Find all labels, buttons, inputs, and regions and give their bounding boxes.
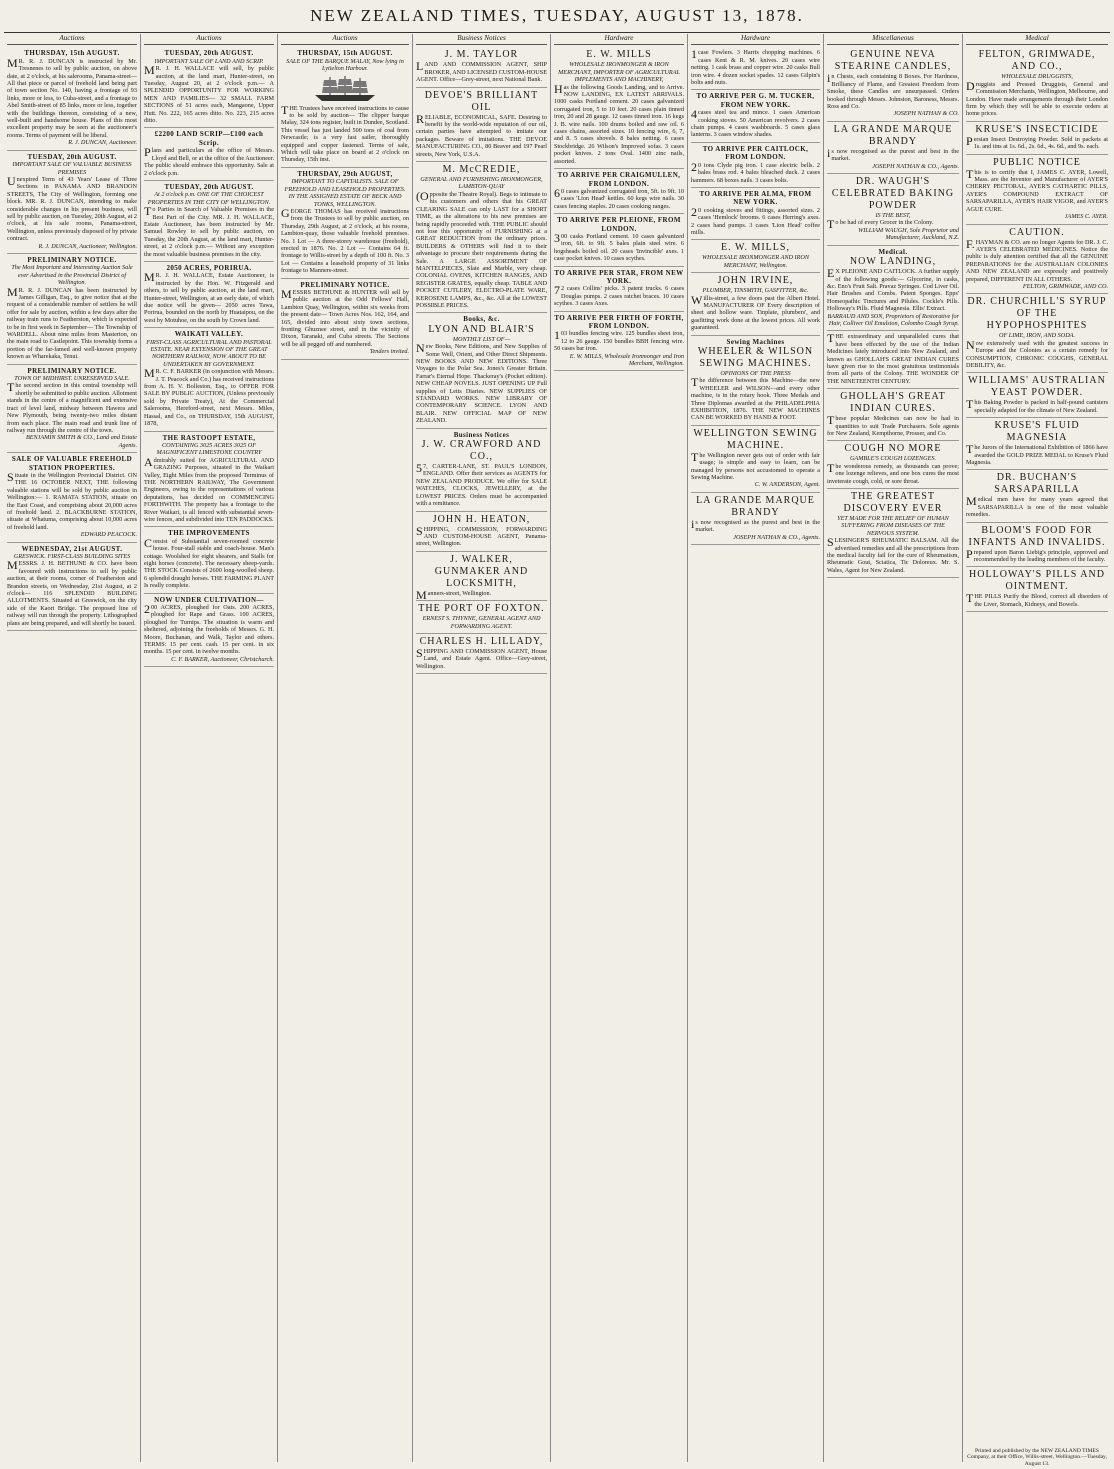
advertisement: [7, 254, 137, 365]
ad-body: The Jurors of the International Exhibition of 1866 have awarded the GOLD PRIZE MEDAL to Kruse's Fluid Magnesia.: [966, 442, 1108, 466]
ad-body: MR. J. H. WALLACE will sell, by public auction, at the land mart, Hunter-street, on Tuesday, August 20, at 2 o'clock p.m.— A SPLENDID OPPORTUNITY FOR WORKING MEN AND FAMILIES— 32 SMALL FARM SECTIONS of 51 acres each, Mangaone, Upper Hutt. No. 222, 165 acres ditto. No. 223, 215 acres ditto.: [144, 63, 274, 125]
ad-body: Admirably suited for AGRICULTURAL AND GRAZING Purposes, situated in the Waikari Valley, Eight Miles from the proposed Terminus of THE NORTHERN RAILWAY, The Government Engineers, owing to the representations of various deputations, has decided on COMMENCING FORTHWITH. The property has a frontage to the River Waikari, is all fenced with substantial seven-wire fences, and subdivided into TEN PADDOCKS.: [144, 454, 274, 523]
ad-body: 1case Fowlers. 3 Harris chopping machines. 6 cases Kent & R. M. knives. 20 cases wire netting. 1 cask brass and copper wire. 20 casks Bull iron wire. 4 dozen socket spades. 12 cases Gilpin's bolts and nuts.: [691, 47, 820, 87]
masthead-rule: [4, 32, 1110, 33]
ad-heading: TO ARRIVE PER PLEIONE, FROM LONDON.: [557, 216, 681, 233]
column-c1: [4, 34, 141, 1462]
ad-body: MR. J. H. WALLACE, Estate Auctioneer, is instructed by the Hon. W. Fitzgerald and others, to sell by public auction, at the land mart, Hunter-street, Wellington, at an early date, of which due notice will be given— 2050 acres Tawa, Porirua, bounded on the north by Huataipou, on the west by Motuhoe, on the south by Crown land.: [144, 270, 274, 324]
ad-body: Persian Insect Destroying Powder. Sold in packets at 1s. and tins at 1s. 6d., 2s. 6d., 4s. 6d., and 9s. each.: [966, 133, 1108, 151]
ad-display-title: JOHN H. HEATON,: [432, 513, 531, 525]
ad-body: 300 casks Portland cement. 10 cases galvanized iron, 6ft. to 9ft. 5 bales plain steel wire. 6 hogsheads boiled oil. 20 cases 'Invincible' axes. 1 case pocket knives. 10 cases scythes.: [554, 230, 684, 263]
ad-subheading: ERNEST S. THYNNE, GENERAL AGENT AND FORWARDING AGENT.: [422, 615, 541, 630]
advertisement: [691, 143, 820, 188]
column-header: Auctions: [144, 34, 274, 45]
ad-subheading: MONTHLY LIST OF—: [452, 335, 511, 343]
ad-body: THE Trustees have received instructions to cause to be sold by auction— The clipper barque Malay, 324 tons register, built in Dundee, Scotland. This vessel has just landed 500 tons of coal from Newcastle; is a very fast sailer, thoroughly equipped and copper fastened. Terms of sale, Which will take place on board at 2 o'clock on Thursday, 15th inst.: [281, 102, 409, 164]
ad-body: MESSRS BETHUNE & HUNTER will sell by public auction at the Odd Fellows' Hall, Lambton Quay, Wellington, within six weeks from the present date— Town Acres Nos. 162, 164, and 165, divided into about sixty town sections, fronting Ghuznee street, and in the vicinity of Dixon, Taranaki, and Cuba streets. The Sections will be all pegged off and numbered.: [281, 286, 409, 348]
ad-body: To be had of every Grocer in the Colony.: [827, 217, 934, 232]
advertisement: [966, 47, 1108, 121]
advertisement: [691, 493, 820, 545]
advertisement: [416, 552, 547, 601]
ad-subheading: OF LIME, IRON, AND SODA.: [998, 332, 1076, 340]
advertisement: [691, 47, 820, 90]
ad-subheading: FIRST-CLASS AGRICULTURAL AND PASTORAL ESTATE. NEAR EXTENSION OF THE GREAT NORTHERN RAILWAY, NOW ABOUT TO BE UNDERTAKEN BY GOVERNMENT.: [146, 338, 272, 368]
advertisement: [827, 174, 959, 246]
column-c2: [141, 34, 278, 1462]
ad-body: To Parties in Search of Valuable Premises in the Best Part of the City. MR. J. H. WALLACE, Estate Auctioneer, has been instructed by Mr. Samuel Rowley to sell by public auction, on Tuesday, the 20th August, at the land mart, Hunter-street, at 2 o'clock p.m.— Without any exception the most valuable business premises in the city.: [144, 204, 274, 258]
advertisement: [827, 122, 959, 174]
ad-display-title: LA GRANDE MARQUE BRANDY: [833, 123, 953, 147]
ad-body: Now extensively used with the greatest success in Europe and the Colonies as a certain remedy for CONSUMPTION, CHRONIC COUGHS, GENERAL DEBILITY, &c.: [966, 337, 1108, 369]
advertisement: [691, 240, 820, 273]
column-c3: [278, 34, 413, 1462]
advertisement: [554, 47, 684, 169]
ad-subheading: TOWN OF MIDHIRST. UNRESERVED SALE.: [14, 375, 130, 383]
ad-body: 60 cases galvanized corrugated iron, 5ft. to 9ft. 10 cases 'Lion Head' kettles. 60 kegs wire nails. 30 cases fencing staples. 20 cases cooking ranges.: [554, 185, 684, 210]
column-header: Medical: [966, 34, 1108, 45]
ad-body: is now recognised as the purest and best in the market.: [827, 145, 959, 163]
ad-display-title: E. W. MILLS: [586, 49, 652, 61]
ad-body: The wonderous remedy, as thousands can prove; one lozenge relieves, and one box cures the most inveterate cough, cold, or sore throat.: [827, 460, 959, 485]
ad-subheading: IMPORTANT TO CAPITALISTS. SALE OF FREEHOLD AND LEASEHOLD PROPERTIES. IN THE ASSIGNED ESTATE OF BECK AND TONKS, WELLINGTON.: [284, 178, 406, 208]
column-header: Hardware: [691, 34, 820, 45]
ad-body: MR. R. J. DUNCAN has been instructed by James Gilligan, Esq., to give notice that at the request of a considerable number of settlers he will offer for sale by auction, within a few days after the railway train runs to Featherston, which is expected to be in first week in September— The Township of WARDELL. About nine miles from Masterton, on the main road to Castlepoint. This township forms a portion of the far-famed and well-known property known as Wharekaka, Tenui.: [7, 284, 137, 361]
advertisement: [144, 527, 274, 593]
advertisement: [691, 336, 820, 426]
ad-signature: FELTON, GRIMWADE, AND CO.: [1022, 282, 1108, 290]
ad-display-title: NOW LANDING,: [849, 256, 937, 268]
ad-heading: THURSDAY, 15th AUGUST.: [297, 49, 393, 58]
advertisement: [144, 328, 274, 431]
column-header: Business Notices: [416, 34, 547, 45]
ad-body: in Chests, each containing 8 Boxes. For Hardness, Brilliancy of Flame, and Greatest Freedom from Smoke, these Candles are unsurpassed. Orders booked through Messrs. Johnston, Baroness, Messrs. Ross and Co.: [827, 71, 959, 111]
advertisement: [966, 122, 1108, 155]
advertisement: [281, 47, 409, 167]
ad-body: The difference between this Machine—the new WHEELER and WILSON—and every other machine, is in the rotary hook. Three Medals and Three Diplomas awarded at the PHILADELPHIA EXHIBITION, 1876. THE NEW MACHINES CAN BE WORKED BY HAND & FOOT.: [691, 375, 820, 422]
ad-signature: JOSEPH NATHAN & CO.: [893, 110, 959, 118]
ad-display-title: PUBLIC NOTICE: [993, 156, 1081, 168]
ad-heading: SALE OF VALUABLE FREEHOLD STATION PROPERTIES.: [11, 455, 133, 472]
ad-display-title: GENUINE NEVA STEARINE CANDLES,: [834, 49, 952, 73]
ad-body: 20 cooking stoves and fittings, assorted sizes. 2 cases 'Hemlock' brooms. 6 cases Herring's axes. 2 cases hand pumps. 3 cases 'Lion Head' coffee mills.: [691, 204, 820, 236]
advertisement: [416, 313, 547, 428]
advertisement: [827, 389, 959, 441]
advertisement: [416, 429, 547, 512]
advertisement: [966, 418, 1108, 470]
advertisement: [416, 601, 547, 634]
ad-subheading: WHOLESALE DRUGGISTS,: [1001, 73, 1073, 81]
advertisement: [7, 543, 137, 631]
column-c7: [824, 34, 963, 1462]
advertisement: [7, 453, 137, 542]
ad-signature: C. F. BARKER, Auctioneer, Christchurch.: [171, 655, 274, 663]
ad-body: SLESINGER'S RHEUMATIC BALSAM. All the advertised remedies and all the prescriptions from the medical faculty fail for the cure of Rheumatism, Rheumatic Gout, Sciatica, Tic Doloreux. Mr. S. Wales, Agent for New Zealand.: [827, 535, 959, 574]
ad-signature: JAMES C. AYER.: [1064, 213, 1108, 221]
ad-signature: BENJAMIN SMITH & CO., Land and Estate Agents.: [25, 434, 137, 449]
ad-display-title: KRUSE'S INSECTICIDE: [975, 123, 1099, 135]
advertisement: [144, 47, 274, 128]
ship-illustration: [310, 75, 380, 103]
advertisement: [416, 47, 547, 87]
ad-display-title: M. McCREDIE,: [442, 164, 521, 176]
advertisement: [966, 155, 1108, 225]
ad-body: The Wellington never gets out of order with fair usage; is simple and easy to learn, can be managed by persons not accustomed to operate a Sewing Machine.: [691, 449, 820, 482]
ad-display-title: J. M. TAYLOR: [444, 49, 519, 61]
ad-display-title: GHOLLAH'S GREAT INDIAN CURES.: [840, 391, 946, 415]
column-c8: [963, 34, 1111, 1462]
ad-signature: E. W. MILLS, Wholesale Ironmonger and Iron Merchant, Wellington.: [569, 352, 684, 368]
ad-subheading: WHOLESALE IRONMONGER & IRON MERCHANT, IMPORTER OF AGRICULTURAL IMPLEMENTS AND MACHINERY,: [558, 61, 680, 84]
ad-subheading: SALE OF THE BARQUE MALAY, Now lying in Lyttelton Harbour.: [286, 57, 404, 73]
ad-body: THE PILLS Purify the Blood, correct all disorders of the Liver, Stomach, Kidneys, and Bowels.: [966, 591, 1108, 608]
ad-heading: PRELIMINARY NOTICE.: [27, 366, 117, 375]
ad-body: New Books, New Editions, and New Supplies of Some Well, Orient, and Other Direct Shipments. NEW BOOKS AND NEW EDITIONS. Three Voyages to the Polar Sea. Jones's Greater Britain. Farrar's Eternal Hope. Thackeray's (Pocket edition). NEW CHEAP NOVELS. JUST OPENING UP Full supplies of Letts Diaries. NEW SUPPLIES OF STANDARD WORKS. NEW LIBRARY OF CONTEMPORARY SCIENCE. LYON AND BLAIR. NEW OFFICIAL MAP OF NEW ZEALAND.: [416, 341, 547, 425]
ad-subheading: IMPORTANT SALE OF LAND AND SCRIP.: [154, 57, 264, 65]
ad-subheading: GAMBLE'S COUGH LOZENGES.: [849, 455, 937, 463]
ad-heading: PRELIMINARY NOTICE.: [27, 255, 117, 264]
ad-signature: R. J. DUNCAN, Auctioneer, Wellington.: [38, 242, 137, 250]
advertisement: [554, 312, 684, 372]
advertisement: [691, 188, 820, 240]
advertisement: [691, 273, 820, 335]
ad-display-title: WELLINGTON SEWING MACHINE.: [693, 427, 818, 451]
ad-heading: 2050 ACRES, PORIRUA.: [166, 263, 252, 272]
ad-body: is now recognised as the purest and best in the market.: [691, 516, 820, 534]
ad-heading: WAIKATI VALLEY.: [174, 330, 244, 339]
ad-body: MESSRS. J. H. BETHUNE & CO. have been favoured with instructions to sell by public auction, at their rooms, corner of Featherston and Brandon streets, on Wednesday, 21st August, at 2 o'clock— 116 SPLENDID BUILDING ALLOTMENTS. Situated at Greswick, on the city side of the Kaori Bridge. The proposed line of railway will run through the property. Lithographed plans are being prepared, and will shortly be issued.: [7, 558, 137, 627]
ad-display-title: THE GREATEST DISCOVERY EVER: [843, 491, 943, 515]
ad-body: 72 cases Collins' picks. 3 patent trucks. 6 cases Douglas pumps. 2 cases ratchet braces. 10 cases scythes. 3 cases Axes.: [554, 283, 684, 308]
ad-body: This Baking Powder is packed in half-pound canisters specially adapted for the climate of New Zealand.: [966, 397, 1108, 414]
ad-body: GEORGE THOMAS has received instructions from the Trustees to sell by public auction, on Thursday, 29th August, at 2 o'clock, at his rooms, Lambton-quay, those valuable freehold premises. No. 1 Lot — A three-storey warehouse (freehold), erected in 1876. No. 2 Lot — Contains 64 ft. frontage to Willis-street by a depth of 100 ft. No. 3 Lot — Contains a leasehold property of 31 links frontage to Manners-street.: [281, 205, 409, 275]
ad-subheading: WHOLESALE IRONMONGER AND IRON MERCHANT, Wellington.: [702, 254, 809, 269]
ad-heading: TO ARRIVE PER CAITLOCK, FROM LONDON.: [702, 144, 809, 162]
ad-display-title: CAUTION.: [1009, 226, 1065, 238]
ad-body: Has the following Goods Landing, and to Arrive. NOW LANDING, EX LATEST ARRIVALS. 1000 casks Portland cement. 20 cases galvanized corrugated iron, 5 to 10 feet. 20 cases plain tinned iron, 20 and 28 gauge. 12 cases tinned iron. 16 kegs J. B. wire nails. 100 drums boiled and raw oil. 6 cases chains, assorted sizes. 10 fencing wire, 6, 7, and 8. 5 cases shovels. 8 bales netting. 6 cases Stockbridge. 26 Wilson's Improved sofas. 3 cases pocket knives. 2 tons Oval. 1400 zinc nails, assorted.: [554, 81, 684, 165]
ad-heading: TO ARRIVE PER G. M. TUCKER, FROM NEW YORK.: [696, 92, 815, 109]
ad-heading: TO ARRIVE PER ALMA, FROM NEW YORK.: [699, 189, 812, 207]
ad-body: This is to certify that I, JAMES C. AYER, Lowell, Mass. are the Inventor and Manufacturer of AYER'S CHERRY PECTORAL, AYER'S CATHARTIC PILLS, AYER'S COMPOUND EXTRACT OF SARSAPARILLA, AYER'S HAIR VIGOR, and AYER'S AGUE CURE.: [966, 166, 1108, 213]
advertisement: [144, 594, 274, 668]
ad-heading: TO ARRIVE PER CRAIGMULLEN, FROM LONDON.: [557, 171, 681, 188]
ad-signature: Tenders invited.: [369, 348, 409, 356]
column-header: Miscellaneous: [827, 34, 959, 45]
advertisement: [281, 168, 409, 279]
advertisement: [7, 151, 137, 254]
ad-body: Unexpired Term of 43 Years' Lease of Three Sections in PANAMA AND BRANDON STREETS, The City of Wellington, forming one block. MR. R. J. DUNCAN, intending to make considerable changes in his present business, will sell by public auction, on Tuesday, 20th August, at 2 o'clock, at his sale rooms, Panama-street, Wellington, unless previously disposed of by private contract.: [7, 173, 137, 243]
ad-body: 20 tons Clyde pig iron. 1 case electric bells. 2 bales brass rod. 4 bales bleached duck. 2 cases hammers. 68 boxes nails. 3 cases bolts.: [691, 159, 820, 184]
ad-subheading: GRESWICK. FIRST-CLASS BUILDING SITES: [13, 553, 131, 560]
ad-subheading: CONTAINING 3025 ACRES 3025 OF MAGNIFICENT LIMESTONE COUNTRY: [156, 441, 262, 457]
ad-heading: Sewing Machines: [726, 337, 785, 346]
advertisement: [827, 441, 959, 489]
ad-display-title: BLOOM'S FOOD FOR INFANTS AND INVALIDS.: [968, 524, 1106, 548]
ad-body: THE extraordinary and unparalleled cures that have been effected by the use of the Indian Medicines lately introduced into New Zealand, and known as GHOLLAH'S GREAT INDIAN CURES have given rise to the most gratuitous testimonials from all parts of the Colony. THE WONDER OF THE NINETEENTH CENTURY.: [827, 331, 959, 385]
ad-subheading: IS THE BEST,: [875, 212, 911, 220]
advertisement: [966, 294, 1108, 373]
advertisement: [827, 489, 959, 578]
ad-display-title: E. W. MILLS,: [721, 242, 790, 254]
ad-display-title: KRUSE'S FLUID MAGNESIA: [994, 420, 1080, 444]
ad-body: Consist of Substantial seven-roomed concrete house. Four-stall stable and coach-house. Man's cottage. Woolshed for eight shearers, and Stalls for eight horses (concrete). The necessary sheep-yards. THE STOCK Consists of 2600 long-woolled sheep. 6 splendid draught horses. THE FARMING PLANT Is really complete.: [144, 535, 274, 590]
masthead: NEW ZEALAND TIMES, TUESDAY, AUGUST 13, 1878.: [310, 6, 804, 25]
ad-display-title: CHARLES H. LILLADY,: [419, 635, 544, 647]
advertisement: [554, 214, 684, 266]
ad-heading: TUESDAY, 20th AUGUST.: [164, 49, 254, 58]
column-header: Auctions: [281, 34, 409, 45]
ad-signature: JOSEPH NATHAN & CO., Agents.: [733, 533, 820, 541]
ad-body: F.HAYMAN & CO. are no longer Agents for DR. J. C. AYER'S CELEBRATED MEDICINES. Notice the public is duly attention certified that all the GENUINE PREPARATIONS for the AUSTRALIAN COLONIES AND NEW ZEALAND are expressly and positively prepared, DIFFERENT IN ALL OTHERS.: [966, 236, 1108, 283]
ad-subheading: PLUMBER, TINSMITH, GASFITTER, &c.: [702, 287, 809, 295]
advertisement: [966, 470, 1108, 522]
advertisement: [827, 246, 959, 332]
imprint: Printed and published by the NEW ZEALAND TIMES Company, at their Office, Willis-street, Wellington.—Tuesday, August 13.: [967, 1448, 1107, 1467]
column-header: Hardware: [554, 34, 684, 45]
ad-signature: JOSEPH NATHAN & CO., Agents.: [872, 162, 959, 170]
ad-display-title: COUGH NO MORE: [844, 443, 942, 455]
ad-body: EX PLEIONE AND CAITLOCK. A further supply of the following goods:— Glycerine, in casks, &c. Eno's Fruit Salt. Pravaz Syringes. Cod Liver Oil. Hair Brushes and Combs. Patent Sponges. Epps' Homeopathic Tinctures and Pilules. Cockle's Pills. Holloway's Pills. Fluid Magnesia. Ellis' Extract.: [827, 266, 959, 313]
ad-body: 103 bundles fencing wire. 125 bundles sheet iron, 12 to 26 gauge. 150 bundles BBH fencing wire. 50 cases bar iron.: [554, 328, 684, 353]
ad-body: RELIABLE, ECONOMICAL, SAFE. Desiring to benefit by the world-wide reputation of our oil, certain parties have attempted to imitate our packages. Beware of imitations. THE DEVOE MANUFACTURING CO., 80 Beaver and 197 Pearl streets, New York, U.S.A.: [416, 111, 547, 158]
advertisement: [7, 47, 137, 150]
ad-heading: THURSDAY, 15th AUGUST.: [24, 49, 120, 58]
ad-signature: EDWARD PEACOCK.: [80, 531, 137, 539]
ad-body: SHIPPING AND COMMISSION AGENT, House Land, and Estate Agent. Office—Grey-street, Wellington.: [416, 645, 547, 670]
advertisement: [827, 47, 959, 121]
ad-body: These popular Medicines can now be had in quantities to suit Trade Purchasers. Sole agents for New Zealand, Kempthorne, Prosser, and Co.: [827, 413, 959, 437]
ad-subheading: OPINIONS OF THE PRESS: [720, 370, 791, 377]
column-header: Auctions: [7, 34, 137, 45]
ad-display-title: THE PORT OF FOXTON.: [418, 603, 545, 615]
ad-heading: TO ARRIVE PER STAR, FROM NEW YORK.: [554, 268, 684, 285]
ad-body: Medical men have for many years agreed that SARSAPARILLA is one of the most valuable remedies.: [966, 494, 1108, 519]
ad-heading: WEDNESDAY, 21st AUGUST.: [21, 544, 123, 553]
ad-display-title: DEVOE'S BRILLIANT OIL: [424, 89, 539, 113]
ad-heading: TUESDAY, 20th AUGUST.: [27, 152, 117, 161]
ad-heading: NOW UNDER CULTIVATION—: [154, 595, 264, 604]
ad-display-title: DR. CHURCHILL'S SYRUP OF THE HYPOPHOSPHITES: [967, 296, 1107, 332]
ad-body: 200 ACRES, ploughed for Oats. 200 ACRES, ploughed for Rape and Grass. 100 ACRES, ploughed for Turnips. The situation is warm and sheltered, adjoining the freeholds of Messrs. G. H. Moore, Buchanan, and Walk, Taylor and others. TERMS: 15 per cent. cash. 15 per cent. in six months. 15 per cent. in twelve months.: [144, 602, 274, 656]
ad-body: (Opposite the Theatre Royal). Begs to intimate to his customers and others that his GREAT CLEARING SALE can only LAST for a SHORT TIME, as the alterations to his new premises are being rapidly proceeded with. THE PUBLIC should not lose this opportunity of FURNISHING at a GREAT REDUCTION from the ordinary prices. BUILDERS & OTHERS will find it to their advantage to procure their requirements during the Sale. A LARGE ASSORTMENT OF MANTELPIECES, Slate and Marble, very cheap. COLONIAL OVENS, KITCHEN RANGES, AND REGISTER GRATES, equally cheap. TABLE AND POCKET CUTLERY, ELECTRO-PLATE WARE, KEROSENE LAMPS, &c., &c. All at the LOWEST POSSIBLE PRICES.: [416, 188, 547, 309]
advertisement: [144, 432, 274, 528]
ad-subheading: At 2 o'clock p.m. ONE OF THE CHOICEST PROPERTIES IN THE CITY OF WELLINGTON.: [147, 191, 271, 206]
ad-subheading: GENERAL AND FURNISHING IRONMONGER, LAMBTON-QUAY: [420, 176, 543, 191]
ad-body: The second section in this central township will shortly be submitted to public auction. Allotment stands in the centre of a magnificent and extensive tract of level land, midway between Hawera and New Plymouth, being twenty-two miles distant from each place. The main road and trunk line of railway run through the centre of the town.: [7, 380, 137, 434]
ad-body: Manners-street, Wellington.: [416, 587, 492, 602]
ad-heading: THE IMPROVEMENTS: [168, 529, 250, 538]
ad-body: 4cases steel tea and mince. 1 cases American cooking stoves. 50 American revolvers. 2 cases chain pumps. 4 cases washboards. 5 cases glass lanterns. 3 cases window shades.: [691, 107, 820, 139]
ad-heading: THURSDAY, 29th AUGUST,: [297, 169, 393, 178]
advertisement: [691, 426, 820, 493]
ad-subheading: The Most Important and Interesting Auction Sale ever Advertised in the Provincial District of Wellington.: [11, 264, 133, 287]
column-c5: [551, 34, 688, 1462]
ad-heading: Business Notices: [453, 430, 510, 439]
ad-display-title: DR. WAUGH'S CELEBRATED BAKING POWDER: [831, 176, 955, 212]
ad-body: SHIPPING, COMMISSION, FORWARDING AND CUSTOM-HOUSE AGENT, Panama-street, Wellington.: [416, 523, 547, 548]
ad-body: Druggists and Pressed Druggists, General and Commission Merchants, Wellington, Melbourne, and London. Have made arrangements through their London firm by which they will be able to execute orders at home prices.: [966, 78, 1108, 118]
advertisement: [144, 128, 274, 180]
ad-display-title: J. W. CRAWFORD AND CO.,: [421, 439, 542, 463]
ad-display-title: J. WALKER, GUNMAKER AND LOCKSMITH,: [434, 553, 529, 589]
ad-heading: £2200 LAND SCRIP—£100 each Scrip.: [154, 130, 264, 147]
ad-subheading: IMPORTANT SALE OF VALUABLE BUSINESS PREMISES: [12, 161, 132, 176]
ad-signature: BARRAUD AND SON, Proprietors of Restorative for Hair, Colliver Oil Emulsion, Colombo Cough Syrup.: [827, 312, 959, 327]
advertisement: [416, 88, 547, 162]
ad-heading: PRELIMINARY NOTICE.: [300, 280, 390, 289]
ad-signature: R. J. DUNCAN, Auctioneer.: [68, 139, 137, 147]
ad-display-title: WHEELER & WILSON SEWING MACHINES.: [697, 346, 814, 369]
ad-heading: Books, &c.: [463, 315, 500, 324]
advertisement: [416, 512, 547, 552]
ad-display-title: DR. BUCHAN'S SARSAPARILLA: [994, 472, 1080, 496]
advertisement: [827, 331, 959, 389]
advertisement: [416, 162, 547, 313]
advertisement: [691, 90, 820, 142]
advertisement: [966, 523, 1108, 568]
ad-body: Plans and particulars at the office of Messrs. Lloyd and Bell, or at the office of the Auctioneer. The public should embrace this opportunity. Sale at 2 o'clock p.m.: [144, 145, 274, 177]
column-c6: [688, 34, 824, 1462]
ad-heading: TO ARRIVE PER FIRTH OF FORTH, FROM LONDON.: [554, 313, 684, 330]
advertisement: [554, 169, 684, 214]
ad-heading: TUESDAY, 20th AUGUST.: [164, 182, 254, 191]
advertisement: [144, 262, 274, 328]
ad-display-title: FELTON, GRIMWADE, AND CO.,: [978, 49, 1096, 73]
ad-body: Situate in the Wellington Provincial District. ON THE 16 OCTOBER NEXT, THE following valuable stations will be sold by public auction in Wellington:— 1. RAMATA STATION, situate on the East Coast, and comprising about 20,000 acres of freehold land. 2. BLACKBURNE STATION, situate at Whatuma, comprising about 10,000 acres of freehold land.: [7, 469, 137, 531]
ad-heading: Medical.: [878, 247, 908, 256]
ad-body: MR. R. J. DUNCAN is instructed by Mr. Tresnenes to sell by public auction, on above date, at 2 o'clock, at his salerooms, Panama-street— All that piece or parcel of freehold land being part of town section No. 140, having a frontage of 93 links, more or less, to Cuba-street, and a frontage to Abel Smith-street of 85 links, more or less, together with the buildings thereon, consisting of a new, well-built and handsome house. Plans of this most excellent property may be seen at the auctioneer's rooms. Terms of payment will be liberal.: [7, 55, 137, 139]
advertisement: [416, 634, 547, 674]
ad-display-title: LYON AND BLAIR'S: [428, 323, 535, 335]
ad-body: 57, CARTER-LANE, ST. PAUL'S LONDON, ENGLAND. Offer their services as AGENTS for NEW ZEALAND PRODUCE. We offer for SALE WATCHES, CLOCKS, JEWELLERY, at the LOWEST PRICES. Orders must be accompanied with a remittance.: [416, 461, 547, 508]
ad-body: Willis-street, a few doors past the Albert Hotel. MANUFACTURER OF Every description of sheet and hollow ware. Tinplate, plumbers', and gasfitting work done at the lowest prices. All work guaranteed.: [691, 292, 820, 332]
ad-subheading: YET MADE FOR THE RELIEF OF HUMAN SUFFERING FROM DISEASES OF THE NERVOUS SYSTEM.: [837, 515, 949, 537]
column-c4: [413, 34, 551, 1462]
advertisement: [966, 567, 1108, 612]
advertisement: [7, 365, 137, 453]
ad-body: Prepared upon Baron Liebig's principle, approved and recommended by the leading members of the faculty.: [966, 546, 1108, 564]
ad-body: LAND AND COMMISSION AGENT, SHIP BROKER, AND LICENSED CUSTOM-HOUSE AGENT. Office—Grey-street, next National Bank.: [416, 59, 547, 84]
ad-heading: THE RASTOOPT ESTATE,: [162, 433, 256, 442]
ad-signature: WILLIAM WAUGH, Sole Proprietor and Manufacturer, Auckland, N.Z.: [858, 226, 959, 242]
ad-display-title: LA GRANDE MARQUE BRANDY: [696, 494, 815, 518]
advertisement: [966, 373, 1108, 418]
advertisement: [281, 279, 409, 360]
advertisement: [144, 181, 274, 262]
ad-signature: C. W. ANDERSON, Agent.: [754, 481, 820, 489]
advertisement: [554, 267, 684, 312]
ad-display-title: WILLIAMS' AUSTRALIAN YEAST POWDER.: [968, 375, 1106, 399]
ad-body: MR. C. F. BARKER (in conjunction with Messrs. J. T. Peacock and Co.) has received instructions from A. H. V. Bolleston, Esq., to OFFER FOR SALE BY PUBLIC AUCTION, (Unless previously sold by Private Treaty), At the Commercial Salerooms, Hereford-street, next Messrs. Miles, Hassal, and Co., on THURSDAY, 15th AUGUST, 1878,: [144, 366, 274, 428]
ad-display-title: JOHN IRVINE,: [717, 275, 794, 287]
advertisement: [966, 225, 1108, 295]
ad-display-title: HOLLOWAY'S PILLS AND OINTMENT.: [969, 569, 1105, 593]
